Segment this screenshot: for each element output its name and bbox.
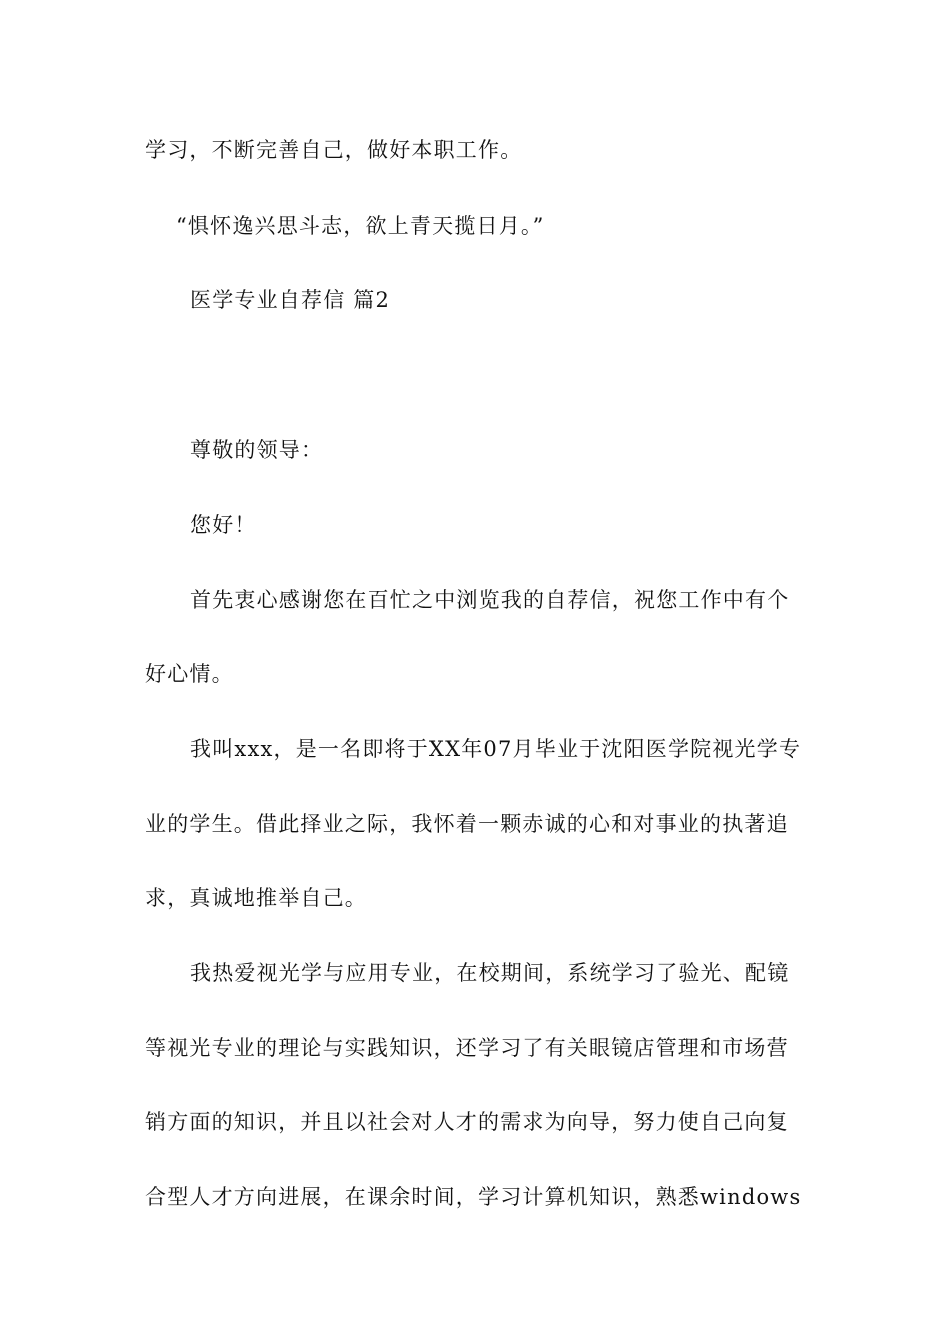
salutation: 尊敬的领导：	[190, 438, 324, 462]
paragraph-line: 我叫xxx，是一名即将于XX年07月毕业于沈阳医学院视光学专	[190, 737, 802, 761]
section-heading: 医学专业自荐信 篇2	[190, 288, 391, 312]
quote-line: “惧怀逸兴思斗志，欲上青天揽日月。”	[176, 214, 545, 238]
paragraph-line: 好心情。	[145, 662, 234, 686]
paragraph-line: 首先衷心感谢您在百忙之中浏览我的自荐信，祝您工作中有个	[190, 588, 790, 612]
paragraph-line: 学习，不断完善自己，做好本职工作。	[145, 138, 523, 162]
paragraph-line: 求，真诚地推举自己。	[145, 886, 367, 910]
paragraph-line: 等视光专业的理论与实践知识，还学习了有关眼镜店管理和市场营	[145, 1036, 789, 1060]
paragraph-line: 销方面的知识，并且以社会对人才的需求为向导，努力使自己向复	[145, 1110, 789, 1134]
paragraph-line: 业的学生。借此择业之际，我怀着一颗赤诚的心和对事业的执著追	[145, 812, 789, 836]
greeting: 您好！	[190, 513, 257, 537]
paragraph-line: 我热爱视光学与应用专业，在校期间，系统学习了验光、配镜	[190, 961, 790, 985]
paragraph-line: 合型人才方向进展，在课余时间，学习计算机知识，熟悉windows	[145, 1185, 802, 1209]
